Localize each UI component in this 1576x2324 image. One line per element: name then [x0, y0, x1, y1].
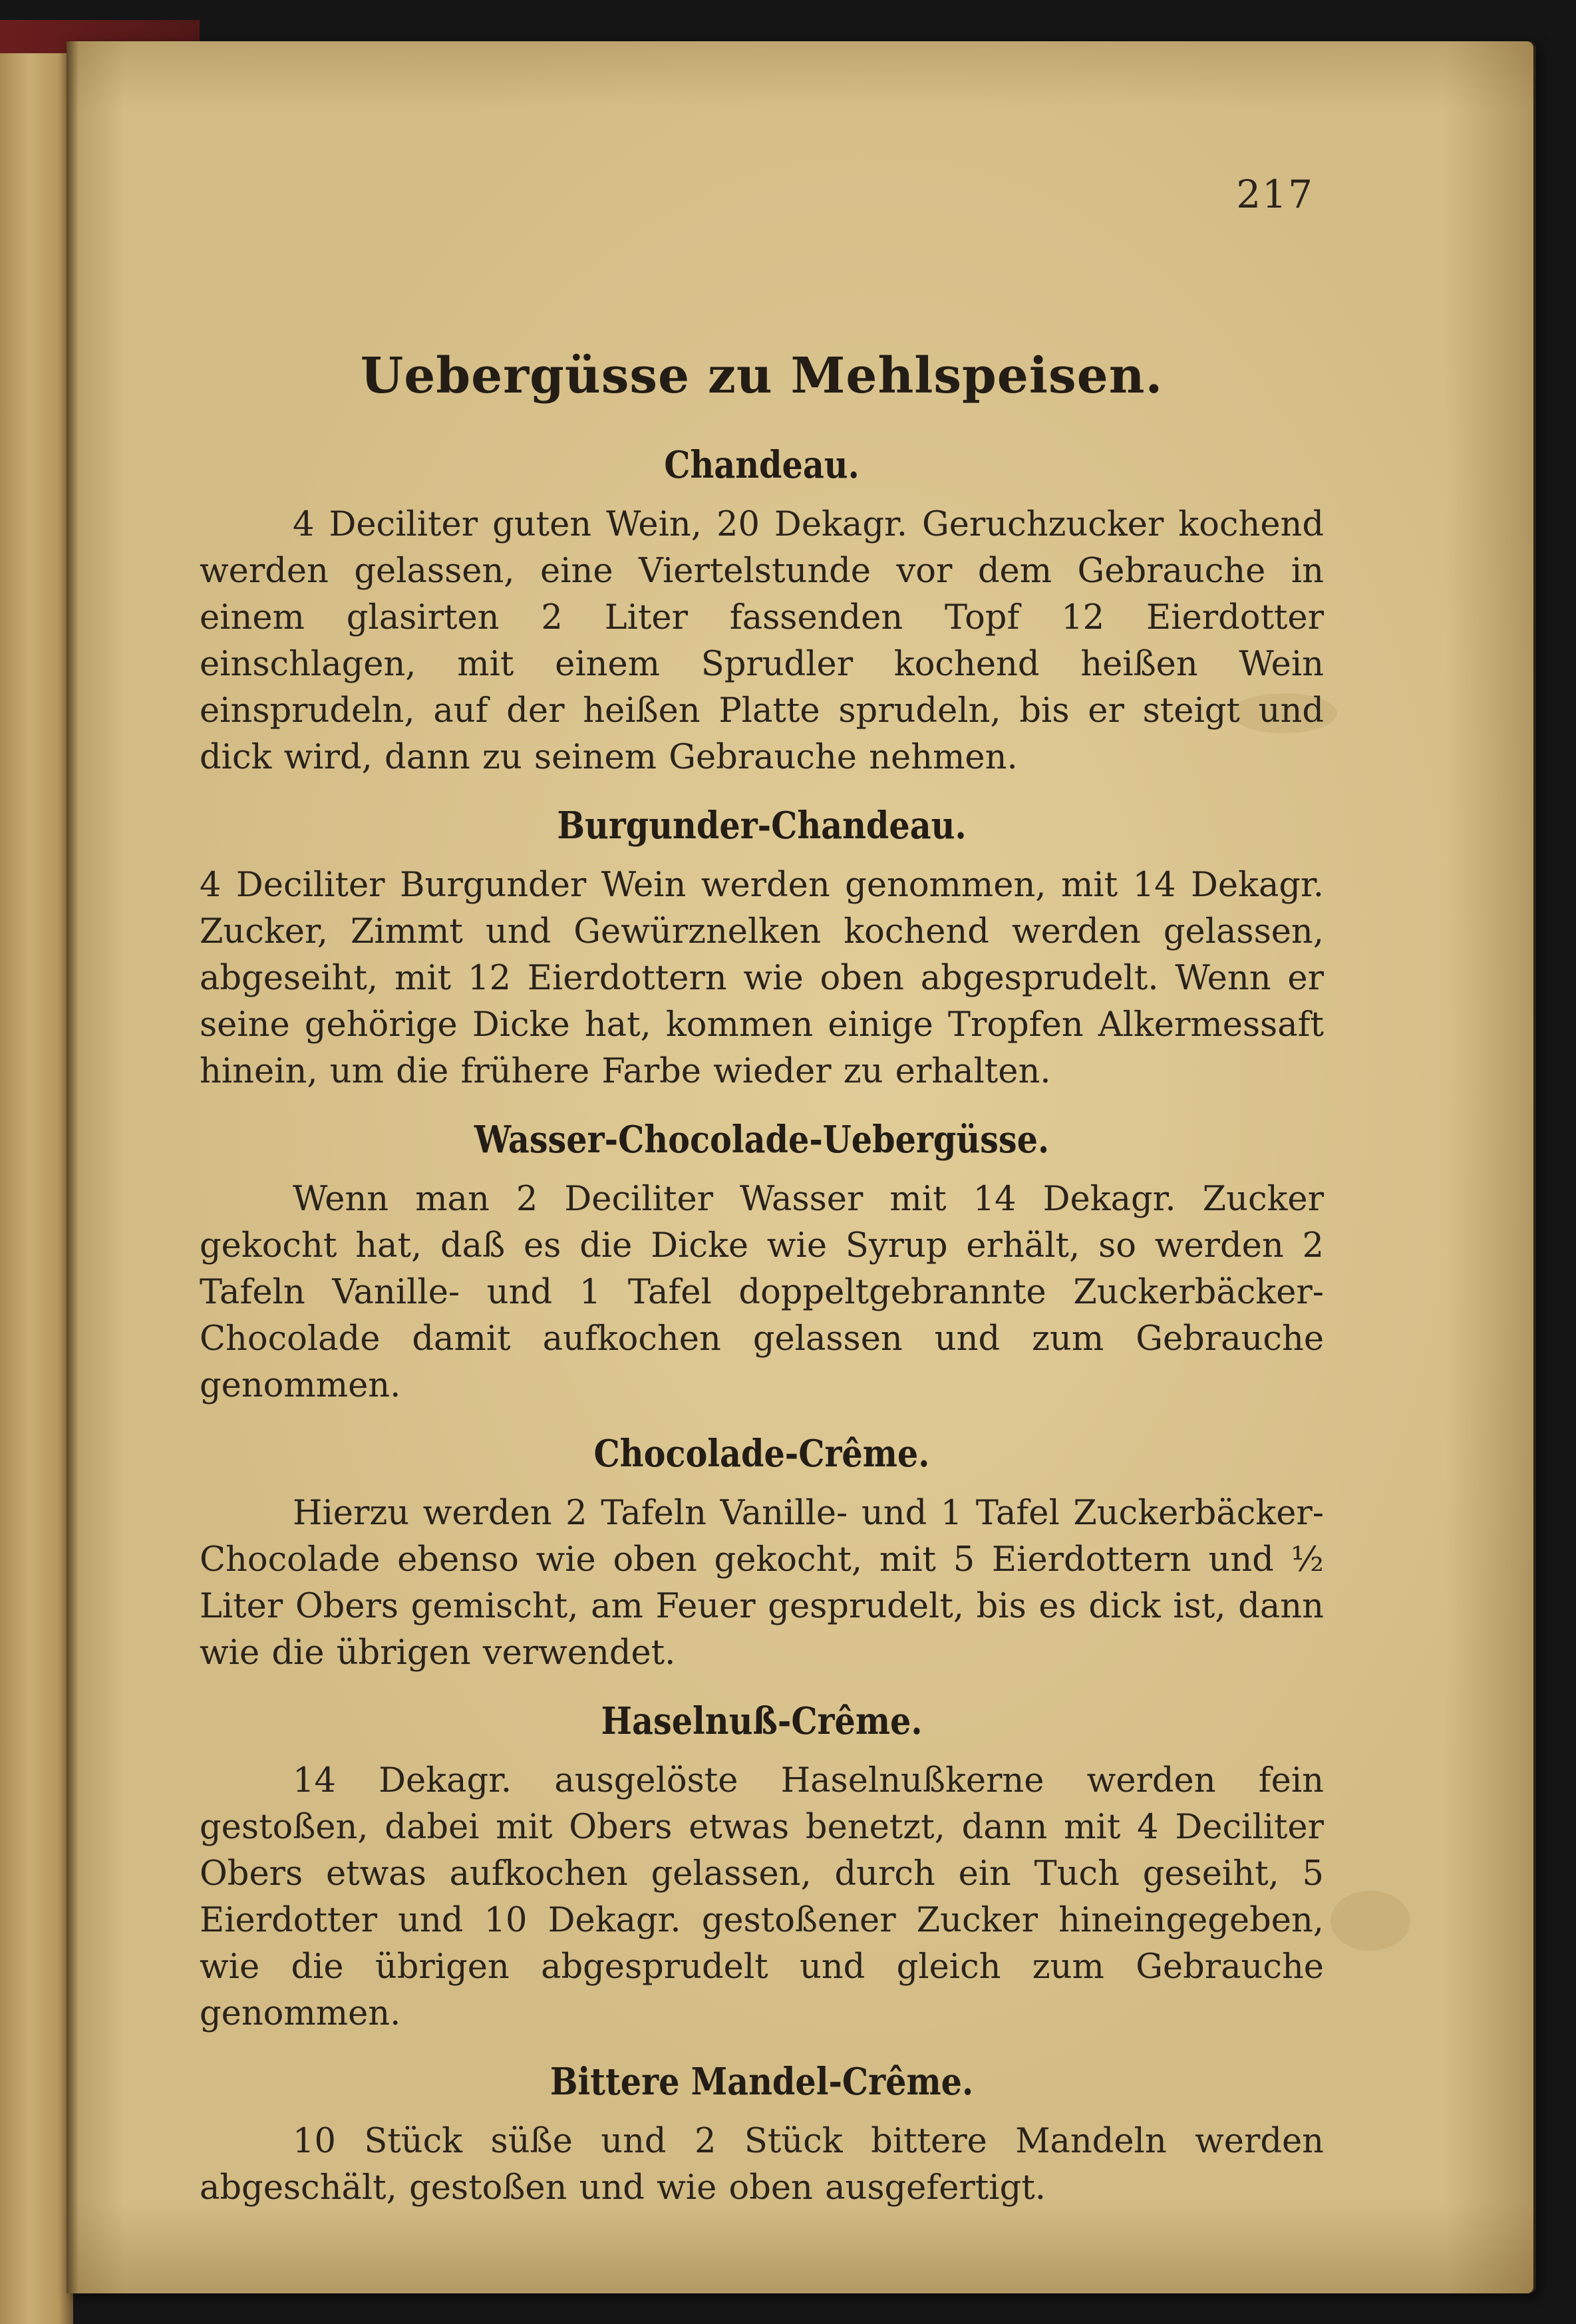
recipe-text: 4 Deciliter Burgunder Wein werden genommen, mit 14 Dekagr. Zucker, Zimmt und Gewürznelken kochend werden gelassen, abgeseiht, mit 12 Eierdottern wie oben abgesprudelt. Wenn er seine gehörige Dicke hat, kommen einige Tropfen Alkermessaft hinein, um die frühere Farbe wieder zu erhalten. [200, 866, 1324, 1091]
recipe [200, 443, 1324, 781]
previous-page-edge [0, 53, 73, 2324]
recipe-title: Chandeau. [664, 443, 860, 487]
recipe-text: 4 Deciliter guten Wein, 20 Dekagr. Geruchzucker kochend werden gelassen, eine Viertelstunde vor dem Gebrauche in einem glasirten 2 Liter fassenden Topf 12 Eierdotter einschlagen, mit einem Sprudler kochend heißen Wein einsprudeln, auf der heißen Platte sprudeln, bis er steigt und dick wird, dann zu seinem Gebrauche nehmen. [200, 505, 1324, 777]
recipe [200, 1432, 1324, 1677]
recipe-text: Wenn man 2 Deciliter Wasser mit 14 Dekagr. Zucker gekocht hat, daß es die Dicke wie Syrup erhält, so werden 2 Tafeln Vanille- und 1 Tafel doppeltgebrannte Zuckerbäcker-Chocolade damit aufkochen gelassen und zum Gebrauche genommen. [200, 1180, 1324, 1405]
recipe-text: Hierzu werden 2 Tafeln Vanille- und 1 Tafel Zuckerbäcker-Chocolade ebenso wie oben gekocht, mit 5 Eierdottern und ½ Liter Obers gemischt, am Feuer gesprudelt, bis es dick ist, dann wie die übrigen verwendet. [200, 1494, 1324, 1673]
recipe-title: Chocolade-Crême. [593, 1432, 930, 1476]
recipe [200, 1118, 1324, 1409]
recipe [200, 804, 1324, 1095]
recipe-title: Bittere Mandel-Crême. [550, 2060, 974, 2104]
recipe [200, 2060, 1324, 2212]
recipe-title: Burgunder-Chandeau. [557, 804, 967, 848]
page-title: Uebergüsse zu Mehlspeisen. [360, 347, 1164, 405]
recipe-text: 10 Stück süße und 2 Stück bittere Mandeln werden abgeschält, gestoßen und wie oben ausgefertigt. [200, 2122, 1324, 2208]
page-content [200, 347, 1324, 2234]
page-gutter-shadow [67, 41, 79, 2293]
page-number: 217 [1236, 172, 1314, 217]
recipe [200, 1699, 1324, 2037]
recipe-text: 14 Dekagr. ausgelöste Haselnußkerne werden fein gestoßen, dabei mit Obers etwas benetzt, dann mit 4 Deciliter Obers etwas aufkochen gelassen, durch ein Tuch geseiht, 5 Eierdotter und 10 Dekagr. gestoßener Zucker hineingegeben, wie die übrigen abgesprudelt und gleich zum Gebrauche genommen. [200, 1761, 1324, 2033]
recipe-title: Wasser-Chocolade-Uebergüsse. [474, 1118, 1050, 1162]
paper-stain [1331, 1891, 1410, 1951]
recipe-title: Haselnuß-Crême. [601, 1699, 923, 1743]
book-page [67, 41, 1533, 2293]
